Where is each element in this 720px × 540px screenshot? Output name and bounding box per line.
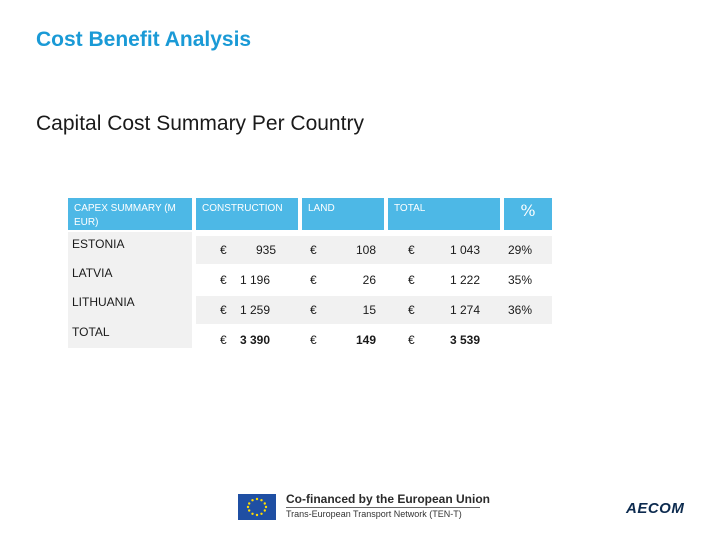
header-construction: CONSTRUCTION — [196, 198, 298, 230]
construction-value: 1 196 — [240, 273, 271, 287]
row-label-lithuania: LITHUANIA — [72, 295, 135, 309]
percent-value: 29% — [508, 243, 533, 257]
row-label-estonia: ESTONIA — [72, 237, 125, 251]
construction-total: 3 390 — [240, 333, 271, 347]
slide-subtitle: Capital Cost Summary Per Country — [36, 112, 364, 135]
currency-symbol: € — [310, 333, 317, 347]
currency-symbol: € — [408, 243, 415, 257]
land-value: 15 — [362, 303, 376, 317]
header-capex: CAPEX SUMMARY (M EUR) — [68, 198, 192, 230]
currency-symbol: € — [310, 243, 317, 257]
currency-symbol: € — [408, 303, 415, 317]
eu-cofinanced-text: Co-financed by the European Union — [286, 492, 491, 506]
table-row-total — [196, 326, 552, 354]
header-land: LAND — [302, 198, 384, 230]
currency-symbol: € — [220, 333, 227, 347]
table-row — [196, 296, 552, 324]
row-label-total: TOTAL — [72, 325, 110, 339]
currency-symbol: € — [310, 273, 317, 287]
row-label-latvia: LATVIA — [72, 266, 113, 280]
eu-flag-icon — [238, 494, 276, 520]
currency-symbol: € — [220, 303, 227, 317]
slide-title: Cost Benefit Analysis — [36, 28, 252, 51]
table-row — [196, 266, 552, 294]
total-value: 1 222 — [450, 273, 481, 287]
construction-value: 1 259 — [240, 303, 271, 317]
land-value: 26 — [362, 273, 376, 287]
land-value: 108 — [355, 243, 376, 257]
grand-total: 3 539 — [450, 333, 481, 347]
header-total: TOTAL — [388, 198, 500, 230]
currency-symbol: € — [408, 333, 415, 347]
percent-value: 35% — [508, 273, 533, 287]
total-value: 1 043 — [450, 243, 481, 257]
percent-value: 36% — [508, 303, 533, 317]
land-total: 149 — [355, 333, 376, 347]
aecom-logo: AECOM — [626, 500, 685, 517]
currency-symbol: € — [408, 273, 415, 287]
divider — [286, 507, 480, 508]
table-row — [196, 236, 552, 264]
currency-symbol: € — [220, 273, 227, 287]
row-labels — [68, 232, 192, 348]
construction-value: 935 — [255, 243, 276, 257]
currency-symbol: € — [220, 243, 227, 257]
total-value: 1 274 — [450, 303, 481, 317]
ten-t-text: Trans-European Transport Network (TEN-T) — [286, 509, 462, 519]
currency-symbol: € — [310, 303, 317, 317]
header-percent: % — [504, 198, 552, 230]
